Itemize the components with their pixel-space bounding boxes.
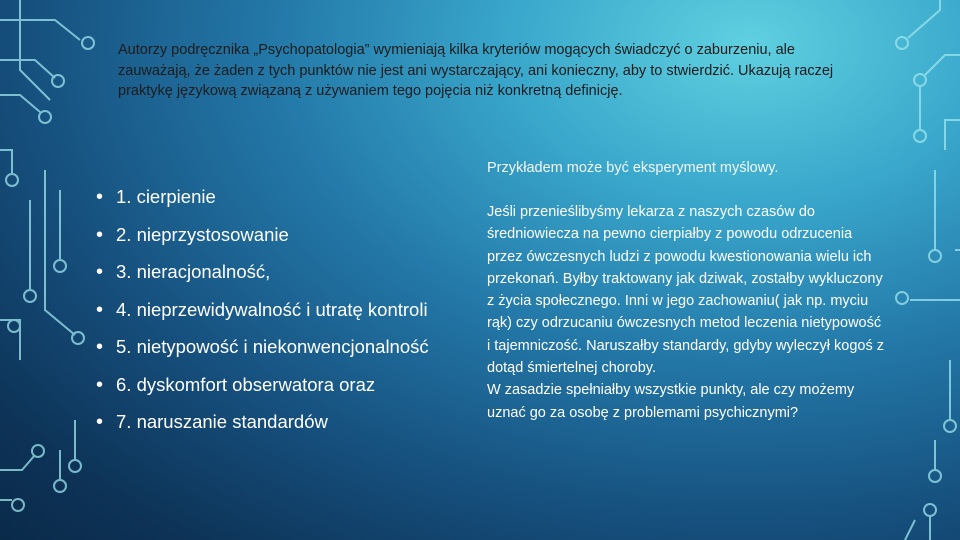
criterion-label: 6. dyskomfort obserwatora oraz — [116, 373, 376, 395]
list-item — [96, 333, 429, 371]
thought-experiment-body: Jeśli przenieślibyśmy lekarza z naszych czasów do średniowiecza na pewno cierpiałby z powodu odrzucenia przez ówczesnych ludzi z powodu kwestionowania wielu ich przekonań. Byłby traktowany jak dziwak, zostałby wykluczony z życia społecznego. Inni w jego zachowaniu( jak np. myciu rąk) czy odrzucaniu ówczesnych metod leczenia nietypowość i tajemniczość. Naruszałby standardy, gdyby wyleczył kogoś z dotąd śmiertelnej choroby. — [487, 204, 885, 377]
list-item — [96, 221, 429, 259]
criterion-label: 2. nieprzystosowanie — [116, 223, 289, 245]
example-lead: Przykładem może być eksperyment myślowy. — [487, 160, 779, 176]
bullet-icon: • — [96, 373, 104, 396]
bullet-icon: • — [96, 298, 104, 321]
criterion-label: 4. nieprzewidywalność i utratę kontroli — [116, 298, 428, 320]
list-item — [96, 371, 429, 409]
criterion-label: 3. nieracjonalność, — [116, 261, 271, 282]
list-item — [96, 183, 429, 221]
list-item — [96, 296, 429, 334]
list-item — [96, 258, 429, 296]
bullet-icon: • — [96, 223, 104, 246]
bullet-icon: • — [96, 336, 104, 358]
bullet-icon: • — [96, 186, 104, 208]
intro-paragraph: Autorzy podręcznika „Psychopatologia” wymieniają kilka kryteriów mogących świadczyć o zaburzeniu, ale zauważają, że żaden z tych punktów nie jest ani wystarczający, ani konieczny, aby to stwierdzić. Ukazują raczej praktykę językową związaną z używaniem tego pojęcia niż konkretną definicję. — [118, 42, 834, 100]
criterion-label: 1. cierpienie — [116, 186, 216, 207]
criterion-label: 7. naruszanie standardów — [116, 411, 328, 432]
criteria-list — [96, 183, 429, 446]
thought-experiment-conclusion: W zasadzie spełniałby wszystkie punkty, ale czy możemy uznać go za osobę z problemami psychicznymi? — [487, 382, 855, 421]
bullet-icon: • — [96, 411, 104, 433]
thought-experiment — [487, 201, 887, 424]
bullet-icon: • — [96, 261, 104, 283]
criterion-label: 5. nietypowość i niekonwencjonalność — [116, 336, 429, 357]
list-item — [96, 408, 429, 446]
